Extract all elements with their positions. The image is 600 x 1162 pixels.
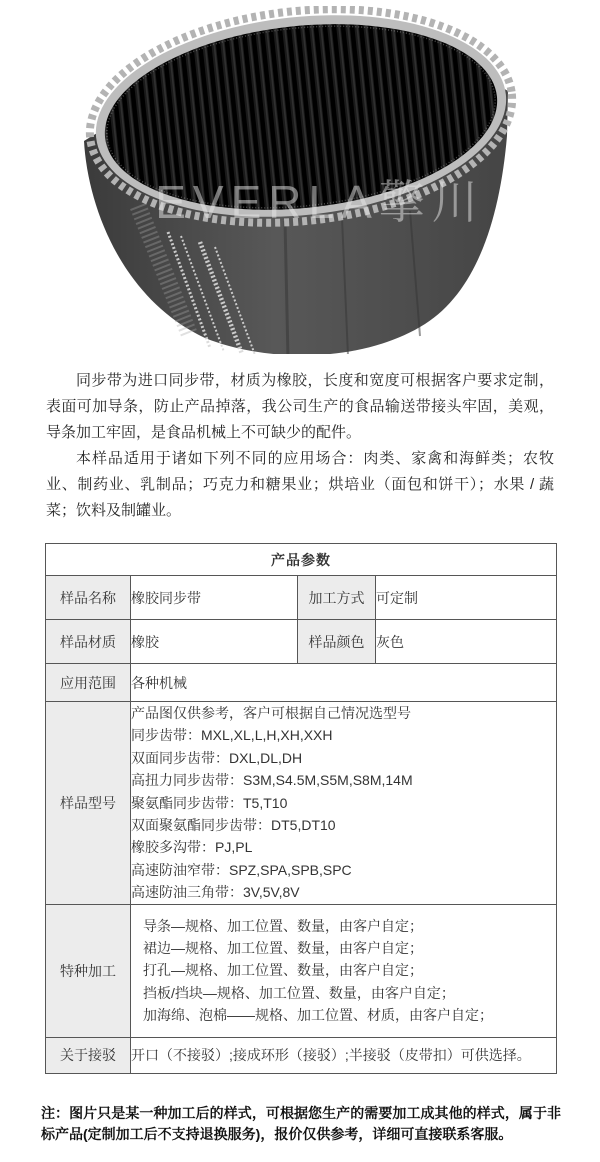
spec-value-processing-method: 可定制 xyxy=(376,576,557,620)
processing-line: 挡板/挡块—规格、加工位置、数量，由客户自定； xyxy=(143,984,455,1001)
model-line: 高扭力同步齿带：S3M,S4.5M,S5M,S8M,14M xyxy=(131,772,413,789)
spec-label-sample-color: 样品颜色 xyxy=(298,620,376,664)
model-line: 橡胶多沟带：PJ,PL xyxy=(131,839,253,856)
model-line: 双面同步齿带：DXL,DL,DH xyxy=(131,749,303,766)
spec-label-sample-name: 样品名称 xyxy=(46,576,131,620)
spec-value-sample-models xyxy=(131,702,557,905)
spec-value-special-processing xyxy=(131,904,557,1037)
spec-value-joining: 开口（不接驳）;接成环形（接驳）;半接驳（皮带扣）可供选择。 xyxy=(131,1037,557,1073)
spec-value-sample-color: 灰色 xyxy=(376,620,557,664)
model-line: 高速防油窄带：SPZ,SPA,SPB,SPC xyxy=(131,861,352,878)
model-line: 高速防油三角带：3V,5V,8V xyxy=(131,884,300,901)
spec-table xyxy=(45,543,557,1074)
product-image xyxy=(80,6,520,354)
spec-table-header-row xyxy=(46,544,557,576)
spec-value-application-scope: 各种机械 xyxy=(131,664,557,702)
spec-label-joining: 关于接驳 xyxy=(46,1037,131,1073)
spec-row-models xyxy=(46,702,557,905)
product-description xyxy=(46,368,554,524)
spec-label-processing-method: 加工方式 xyxy=(298,576,376,620)
processing-line: 导条—规格、加工位置、数量，由客户自定； xyxy=(143,917,423,934)
spec-label-sample-material: 样品材质 xyxy=(46,620,131,664)
brand-watermark: EVERLA擎川 xyxy=(155,176,485,228)
description-paragraph-1: 同步带为进口同步带，材质为橡胶，长度和宽度可根据客户要求定制，表面可加导条，防止产品掉落，我公司生产的食品输送带接头牢固，美观，导条加工牢固，是食品机械上不可缺少的配件。 xyxy=(46,372,554,441)
processing-line: 打孔—规格、加工位置、数量，由客户自定； xyxy=(143,962,423,979)
processing-line: 加海绵、泡棉——规格、加工位置、材质，由客户自定； xyxy=(143,1007,493,1024)
spec-row-special-processing xyxy=(46,904,557,1037)
spec-label-special-processing: 特种加工 xyxy=(46,904,131,1037)
spec-row-name xyxy=(46,576,557,620)
spec-row-application xyxy=(46,664,557,702)
timing-belt-illustration xyxy=(80,6,520,354)
description-paragraph-2: 本样品适用于诸如下列不同的应用场合：肉类、家禽和海鲜类；农牧业、制药业、乳制品；巧克力和糖果业；烘培业（面包和饼干）；水果 / 蔬菜；饮料及制罐业。 xyxy=(46,450,554,519)
spec-value-sample-name: 橡胶同步带 xyxy=(131,576,298,620)
model-line: 产品图仅供参考，客户可根据自己情况选型号 xyxy=(131,705,411,721)
spec-table-title: 产品参数 xyxy=(46,544,557,576)
spec-row-joining xyxy=(46,1037,557,1073)
spec-label-sample-models: 样品型号 xyxy=(46,702,131,905)
spec-value-sample-material: 橡胶 xyxy=(131,620,298,664)
spec-row-material xyxy=(46,620,557,664)
footer-note: 注：图片只是某一种加工后的样式，可根据您生产的需要加工成其他的样式，属于非标产品(定制加工后不支持退换服务)，报价仅供参考，详细可直接联系客服。 xyxy=(41,1105,561,1142)
model-line: 同步齿带：MXL,XL,L,H,XH,XXH xyxy=(131,727,333,744)
spec-label-application-scope: 应用范围 xyxy=(46,664,131,702)
processing-line: 裙边—规格、加工位置、数量，由客户自定； xyxy=(143,940,423,957)
model-line: 双面聚氨酯同步齿带：DT5,DT10 xyxy=(131,817,336,834)
model-line: 聚氨酯同步齿带：T5,T10 xyxy=(131,794,288,811)
